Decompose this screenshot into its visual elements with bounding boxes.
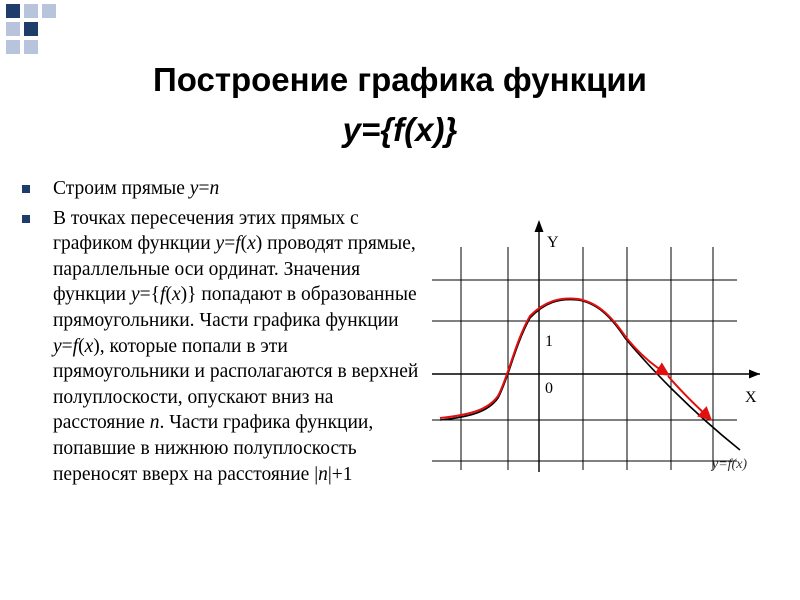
curve-label: y=f(x)	[712, 457, 748, 472]
transformed-curve	[440, 299, 664, 418]
title-line-2: y={f(x)}	[342, 111, 458, 148]
transformed-curve-tail	[668, 376, 707, 416]
grid-lines	[432, 247, 737, 470]
square-bullet-icon	[22, 215, 30, 223]
y-axis-label: Y	[547, 234, 559, 251]
original-curve	[440, 300, 740, 450]
bullet-item-2: В точках пересечения этих прямых с графиком функции y=f(x) проводят прямые, параллельные оси ординат. Значения функции y={f(x)} попадают в образованные прямоугольники. Части графика функции y=f(x), которые попали в эти прямоугольники и располагаются в верхней полуплоскости, опускают вниз на расстояние n. Части графика функции, попавшие в нижнюю полуплоскость переносят вверх на расстояние |n|+1	[22, 206, 422, 488]
origin-label: 0	[545, 380, 553, 397]
title-line-1: Построение графика функции	[153, 61, 647, 98]
x-axis-arrow-icon	[749, 370, 760, 379]
x-axis-label: X	[745, 389, 757, 406]
square-bullet-icon	[22, 185, 30, 193]
corner-decoration	[0, 0, 70, 60]
slide-title	[0, 55, 800, 155]
bullet-item-1: Строим прямые y=n	[22, 176, 422, 202]
axes	[432, 220, 760, 472]
y-axis-arrow-icon	[535, 220, 544, 232]
bullet-list	[22, 176, 422, 487]
tick-label-1: 1	[545, 333, 553, 350]
function-graph	[430, 215, 770, 475]
